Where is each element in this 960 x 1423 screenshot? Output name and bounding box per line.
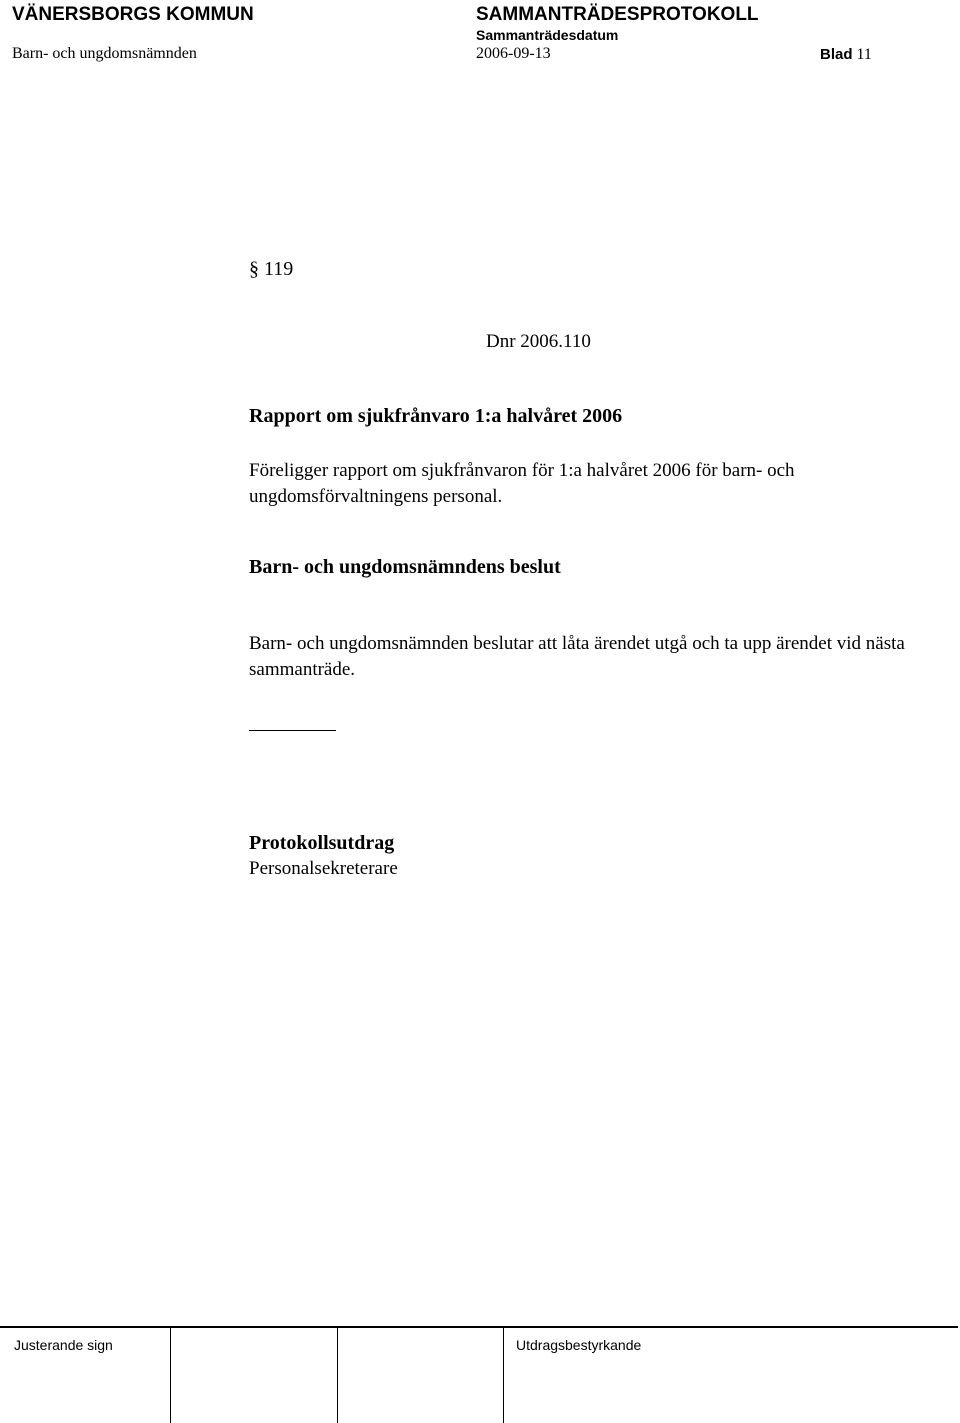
decision-heading: Barn- och ungdomsnämndens beslut <box>249 556 561 578</box>
meeting-date-label: Sammanträdesdatum <box>476 27 619 43</box>
signature-table <box>0 1326 958 1423</box>
signature-cell-2 <box>171 1328 338 1423</box>
signature-cell-3 <box>338 1328 504 1423</box>
page-indicator <box>820 46 872 64</box>
certification-label: Utdragsbestyrkande <box>516 1337 642 1353</box>
extract-recipient: Personalsekreterare <box>249 858 398 879</box>
committee-name: Barn- och ungdomsnämnden <box>12 45 197 62</box>
item-title: Rapport om sjukfrånvaro 1:a halvåret 2006 <box>249 405 623 427</box>
decision-text: Barn- och ungdomsnämnden beslutar att låta ärendet utgå och ta upp ärendet vid nästa sammanträde. <box>249 633 905 680</box>
diary-number: Dnr 2006.110 <box>486 331 591 352</box>
page-number: 11 <box>856 46 872 63</box>
item-description: Föreligger rapport om sjukfrånvaron för 1:a halvåret 2006 för barn- och ungdomsförvaltningens personal. <box>249 460 795 507</box>
page-label: Blad <box>820 46 853 63</box>
organization-name: VÄNERSBORGS KOMMUN <box>12 4 254 25</box>
justering-label: Justerande sign <box>14 1337 113 1353</box>
paragraph-number: § 119 <box>249 258 294 280</box>
meeting-date: 2006-09-13 <box>476 45 551 62</box>
extract-heading: Protokollsutdrag <box>249 832 395 854</box>
document-type: SAMMANTRÄDESPROTOKOLL <box>476 4 759 25</box>
section-divider <box>249 730 336 731</box>
